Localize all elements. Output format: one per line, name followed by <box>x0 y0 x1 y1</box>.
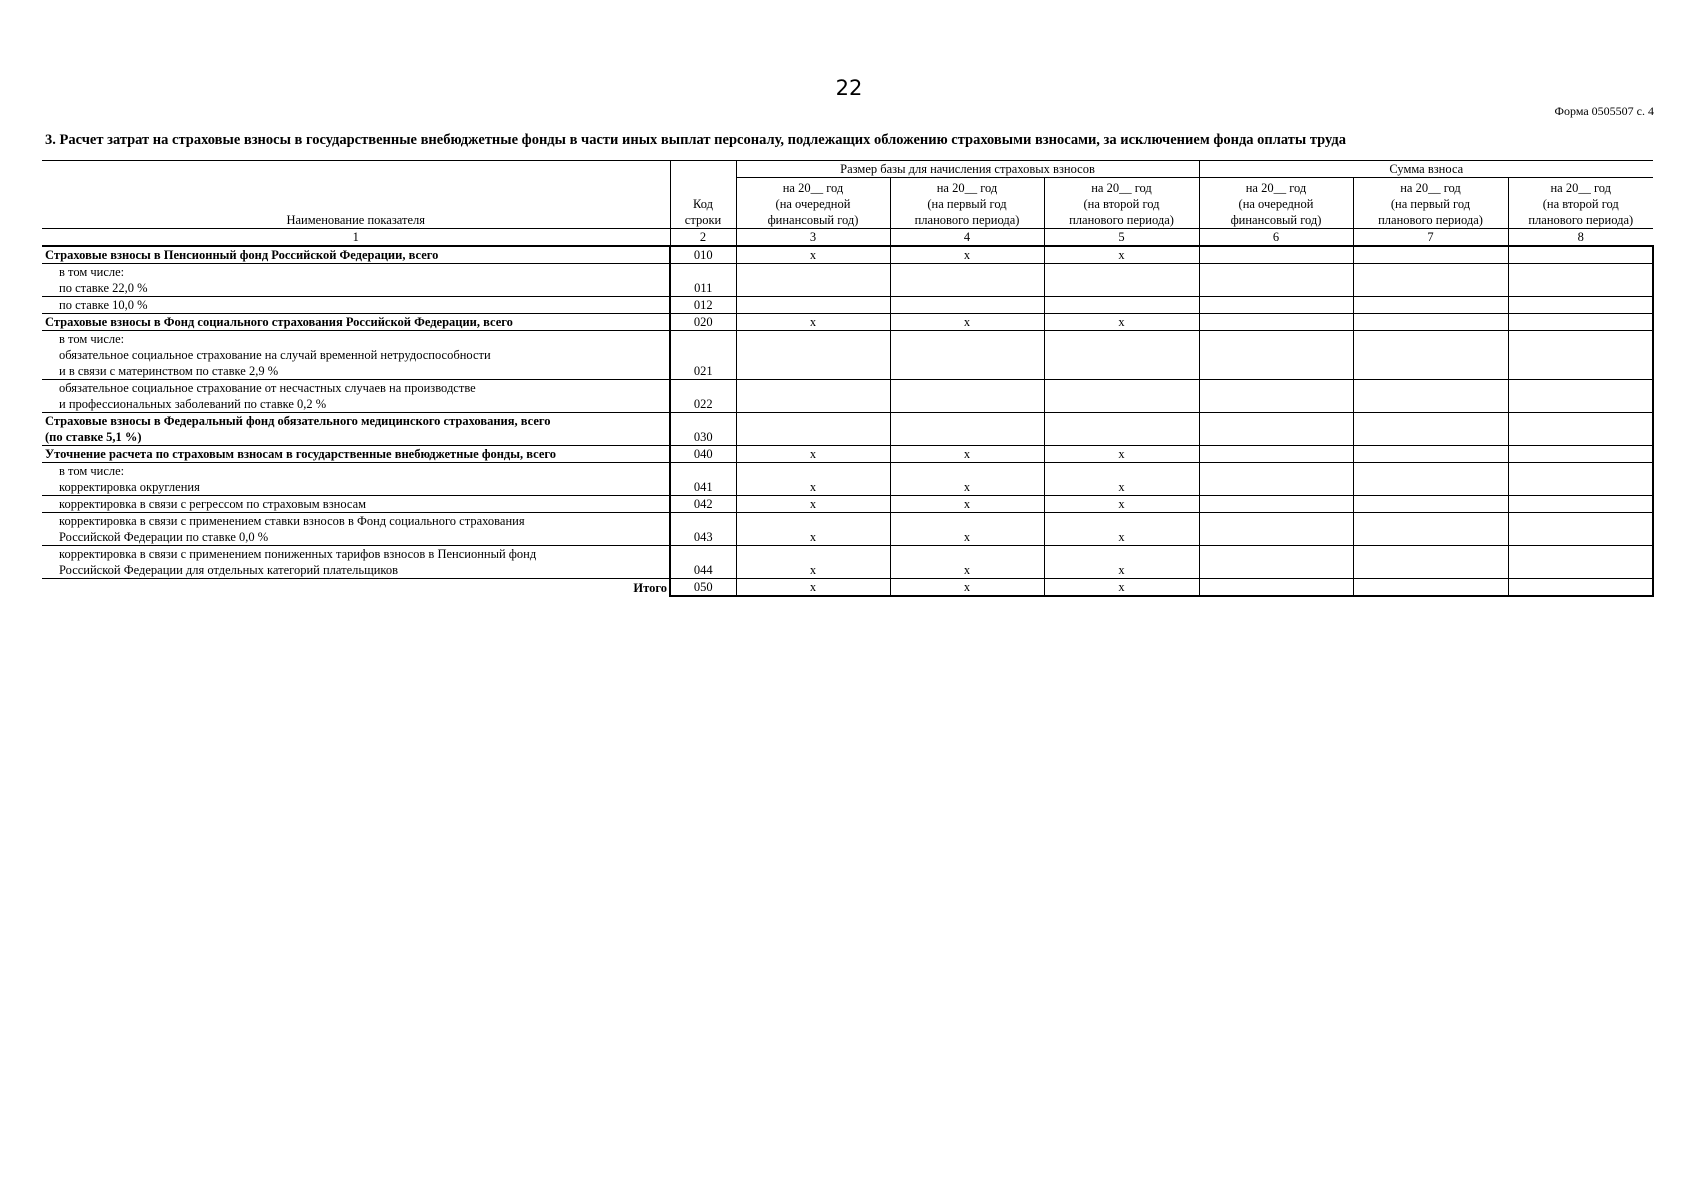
header-code-line-1: Код <box>693 197 713 211</box>
column-number: 8 <box>1508 229 1653 247</box>
header-col-3-line: на 20__ год <box>782 181 844 195</box>
row-code-cell: 020 <box>670 314 736 331</box>
base-value-cell[interactable]: x <box>890 513 1044 546</box>
header-col-4-line: (на первый год <box>927 197 1007 211</box>
contribution-sum-cell[interactable] <box>1353 463 1508 496</box>
contribution-sum-cell[interactable] <box>1353 579 1508 597</box>
header-col-7-line: на 20__ год <box>1400 181 1461 195</box>
contribution-sum-cell[interactable] <box>1353 264 1508 297</box>
table-row <box>42 264 1653 297</box>
base-value-cell[interactable] <box>890 331 1044 380</box>
base-value-cell[interactable]: x <box>1044 446 1199 463</box>
row-code-cell: 041 <box>670 463 736 496</box>
column-number: 5 <box>1044 229 1199 247</box>
contribution-sum-cell[interactable] <box>1199 331 1353 380</box>
contribution-sum-cell[interactable] <box>1508 314 1653 331</box>
base-value-cell[interactable]: x <box>736 513 890 546</box>
base-value-cell[interactable]: x <box>736 246 890 264</box>
table-row <box>42 380 1653 413</box>
row-code-cell: 010 <box>670 246 736 264</box>
header-col-8 <box>1508 178 1653 229</box>
base-value-cell[interactable]: x <box>1044 513 1199 546</box>
contribution-sum-cell[interactable] <box>1199 380 1353 413</box>
header-base-group: Размер базы для начисления страховых взносов <box>736 161 1199 178</box>
contribution-sum-cell[interactable] <box>1353 446 1508 463</box>
base-value-cell[interactable]: x <box>890 579 1044 597</box>
row-code-cell: 030 <box>670 413 736 446</box>
table-row <box>42 331 1653 380</box>
contribution-sum-cell[interactable] <box>1199 314 1353 331</box>
table-row <box>42 463 1653 496</box>
base-value-cell[interactable]: x <box>1044 246 1199 264</box>
base-value-cell[interactable] <box>736 264 890 297</box>
header-col-6-line: (на очередной <box>1238 197 1314 211</box>
contribution-sum-cell[interactable] <box>1353 314 1508 331</box>
contribution-sum-cell[interactable] <box>1199 413 1353 446</box>
base-value-cell[interactable]: x <box>1044 579 1199 597</box>
column-number: 1 <box>42 229 670 247</box>
header-name-column: Наименование показателя <box>42 161 670 229</box>
header-col-4-line: на 20__ год <box>936 181 998 195</box>
row-name-cell <box>42 446 670 463</box>
table-body <box>42 246 1653 596</box>
contribution-sum-cell[interactable] <box>1508 264 1653 297</box>
row-name-line: в том числе: <box>59 332 125 346</box>
contribution-sum-cell[interactable] <box>1508 331 1653 380</box>
row-name-cell <box>42 314 670 331</box>
row-code-cell: 021 <box>670 331 736 380</box>
row-name-line: корректировка в связи с регрессом по страховым взносам <box>59 497 367 511</box>
column-number: 6 <box>1199 229 1353 247</box>
contribution-sum-cell[interactable] <box>1199 463 1353 496</box>
base-value-cell[interactable]: x <box>736 496 890 513</box>
contribution-sum-cell[interactable] <box>1353 413 1508 446</box>
row-name-line: Итого <box>633 581 667 595</box>
row-code-cell: 011 <box>670 264 736 297</box>
column-number: 4 <box>890 229 1044 247</box>
header-col-8-line: (на второй год <box>1542 197 1619 211</box>
contribution-sum-cell[interactable] <box>1508 297 1653 314</box>
contribution-sum-cell[interactable] <box>1508 546 1653 579</box>
header-code-column <box>670 161 736 229</box>
contribution-sum-cell[interactable] <box>1199 297 1353 314</box>
base-value-cell[interactable]: x <box>736 579 890 597</box>
header-col-8-line: на 20__ год <box>1550 181 1612 195</box>
contribution-sum-cell[interactable] <box>1353 297 1508 314</box>
base-value-cell[interactable] <box>890 264 1044 297</box>
table-row <box>42 496 1653 513</box>
contribution-sum-cell[interactable] <box>1199 264 1353 297</box>
row-name-line: по ставке 10,0 % <box>59 298 148 312</box>
row-name-cell <box>42 297 670 314</box>
base-value-cell[interactable]: x <box>736 463 890 496</box>
contribution-sum-cell[interactable] <box>1199 446 1353 463</box>
header-code-line-2: строки <box>684 213 722 227</box>
row-name-line: корректировка в связи с применением ставки взносов в Фонд социального страхования <box>59 514 525 528</box>
row-name-line: корректировка округления <box>59 480 200 494</box>
row-code-cell: 044 <box>670 546 736 579</box>
base-value-cell[interactable]: x <box>890 446 1044 463</box>
row-name-cell <box>42 513 670 546</box>
column-number: 3 <box>736 229 890 247</box>
row-name-line: Страховые взносы в Пенсионный фонд Российской Федерации, всего <box>45 248 439 262</box>
contribution-sum-cell[interactable] <box>1353 331 1508 380</box>
header-col-4-line: планового периода) <box>914 213 1020 227</box>
row-name-line: Российской Федерации для отдельных категорий плательщиков <box>59 563 398 577</box>
contribution-sum-cell[interactable] <box>1508 246 1653 264</box>
row-name-cell <box>42 463 670 496</box>
base-value-cell[interactable]: x <box>736 446 890 463</box>
header-col-5 <box>1044 178 1199 229</box>
base-value-cell[interactable]: x <box>890 546 1044 579</box>
base-value-cell[interactable] <box>1044 413 1199 446</box>
row-name-line: в том числе: <box>59 265 125 279</box>
row-code-cell: 040 <box>670 446 736 463</box>
row-name-line: и профессиональных заболеваний по ставке 0,2 % <box>59 397 327 411</box>
row-code-cell: 050 <box>670 579 736 597</box>
table-row <box>42 314 1653 331</box>
table-row <box>42 546 1653 579</box>
base-value-cell[interactable] <box>736 297 890 314</box>
row-name-line: в том числе: <box>59 464 125 478</box>
contribution-sum-cell[interactable] <box>1353 496 1508 513</box>
contribution-sum-cell[interactable] <box>1353 546 1508 579</box>
base-value-cell[interactable]: x <box>890 246 1044 264</box>
base-value-cell[interactable] <box>1044 297 1199 314</box>
row-name-cell <box>42 246 670 264</box>
base-value-cell[interactable] <box>890 380 1044 413</box>
header-col-6-line: финансовый год) <box>1230 213 1322 227</box>
header-col-3 <box>736 178 890 229</box>
header-col-8-line: планового периода) <box>1528 213 1634 227</box>
header-col-5-line: планового периода) <box>1069 213 1174 227</box>
contribution-sum-cell[interactable] <box>1353 246 1508 264</box>
row-name-cell <box>42 380 670 413</box>
contribution-sum-cell[interactable] <box>1508 496 1653 513</box>
base-value-cell[interactable] <box>736 380 890 413</box>
header-sum-group: Сумма взноса <box>1199 161 1653 178</box>
row-name-line: (по ставке 5,1 %) <box>45 430 142 444</box>
base-value-cell[interactable]: x <box>1044 463 1199 496</box>
header-col-3-line: (на очередной <box>775 197 851 211</box>
row-code-cell: 043 <box>670 513 736 546</box>
header-col-5-line: (на второй год <box>1083 197 1160 211</box>
header-col-6-line: на 20__ год <box>1245 181 1307 195</box>
contribution-sum-cell[interactable] <box>1199 513 1353 546</box>
base-value-cell[interactable] <box>1044 331 1199 380</box>
contribution-sum-cell[interactable] <box>1508 513 1653 546</box>
base-value-cell[interactable] <box>890 413 1044 446</box>
table-row <box>42 246 1653 264</box>
row-code-cell: 042 <box>670 496 736 513</box>
header-col-7-line: планового периода) <box>1378 213 1483 227</box>
header-col-7-line: (на первый год <box>1390 197 1471 211</box>
base-value-cell[interactable] <box>736 331 890 380</box>
base-value-cell[interactable]: x <box>890 496 1044 513</box>
base-value-cell[interactable] <box>1044 264 1199 297</box>
base-value-cell[interactable]: x <box>1044 546 1199 579</box>
header-col-7 <box>1353 178 1508 229</box>
base-value-cell[interactable] <box>736 413 890 446</box>
contribution-sum-cell[interactable] <box>1353 380 1508 413</box>
row-name-cell <box>42 496 670 513</box>
table-row <box>42 513 1653 546</box>
base-value-cell[interactable]: x <box>890 314 1044 331</box>
contribution-sum-cell[interactable] <box>1508 446 1653 463</box>
contributions-table <box>42 160 1654 597</box>
contribution-sum-cell[interactable] <box>1199 546 1353 579</box>
base-value-cell[interactable]: x <box>736 546 890 579</box>
row-name-line: обязательное социальное страхование на случай временной нетрудоспособности <box>59 348 491 362</box>
base-value-cell[interactable] <box>1044 380 1199 413</box>
row-code-cell: 012 <box>670 297 736 314</box>
row-name-line: корректировка в связи с применением пониженных тарифов взносов в Пенсионный фонд <box>59 547 537 561</box>
contribution-sum-cell[interactable] <box>1199 496 1353 513</box>
column-number: 2 <box>670 229 736 247</box>
base-value-cell[interactable]: x <box>1044 314 1199 331</box>
row-name-line: и в связи с материнством по ставке 2,9 % <box>59 364 279 378</box>
table-row <box>42 579 1653 597</box>
row-name-cell <box>42 579 670 597</box>
row-name-cell <box>42 413 670 446</box>
header-col-5-line: на 20__ год <box>1091 181 1152 195</box>
table-row <box>42 413 1653 446</box>
header-col-6 <box>1199 178 1353 229</box>
row-name-cell <box>42 331 670 380</box>
page-number: 22 <box>835 76 863 100</box>
section-title: 3. Расчет затрат на страховые взносы в государственные внебюджетные фонды в части иных выплат персоналу, подлежащих обложению страховыми взносами, за исключением фонда оплаты труда <box>45 132 1346 148</box>
contribution-sum-cell[interactable] <box>1199 579 1353 597</box>
base-value-cell[interactable]: x <box>890 463 1044 496</box>
row-name-line: Уточнение расчета по страховым взносам в государственные внебюджетные фонды, всего <box>45 447 557 461</box>
row-name-line: Страховые взносы в Федеральный фонд обязательного медицинского страхования, всего <box>45 414 551 428</box>
base-value-cell[interactable]: x <box>736 314 890 331</box>
row-name-line: обязательное социальное страхование от несчастных случаев на производстве <box>59 381 476 395</box>
base-value-cell[interactable]: x <box>1044 496 1199 513</box>
table-row <box>42 297 1653 314</box>
row-name-line: Страховые взносы в Фонд социального страхования Российской Федерации, всего <box>45 315 513 329</box>
row-name-line: Российской Федерации по ставке 0,0 % <box>59 530 269 544</box>
header-col-4 <box>890 178 1044 229</box>
table-row <box>42 446 1653 463</box>
contribution-sum-cell[interactable] <box>1353 513 1508 546</box>
row-name-line: по ставке 22,0 % <box>59 281 148 295</box>
column-number: 7 <box>1353 229 1508 247</box>
contribution-sum-cell[interactable] <box>1508 380 1653 413</box>
contribution-sum-cell[interactable] <box>1508 463 1653 496</box>
row-name-cell <box>42 546 670 579</box>
header-col-3-line: финансовый год) <box>767 213 859 227</box>
base-value-cell[interactable] <box>890 297 1044 314</box>
form-number: Форма 0505507 с. 4 <box>1554 104 1654 118</box>
row-name-cell <box>42 264 670 297</box>
row-code-cell: 022 <box>670 380 736 413</box>
contribution-sum-cell[interactable] <box>1508 579 1653 597</box>
contribution-sum-cell[interactable] <box>1508 413 1653 446</box>
contribution-sum-cell[interactable] <box>1199 246 1353 264</box>
